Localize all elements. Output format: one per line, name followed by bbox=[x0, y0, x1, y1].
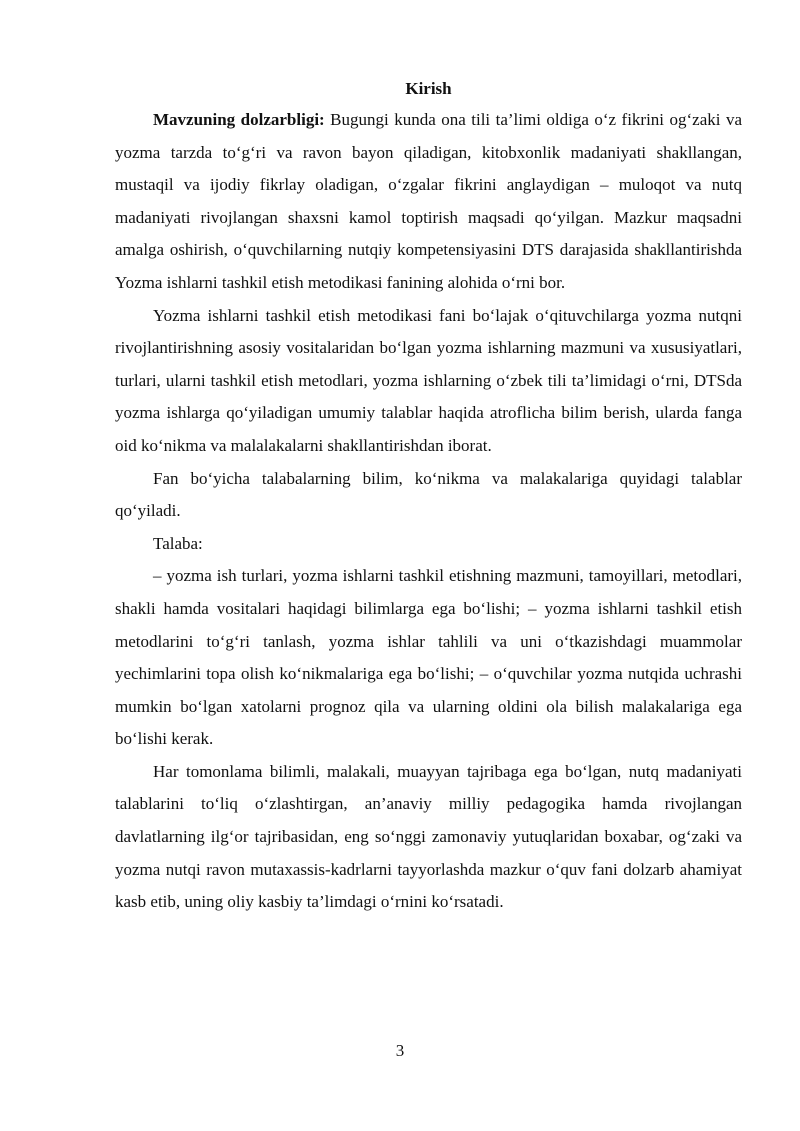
document-page bbox=[115, 74, 742, 919]
requirement-item-2: – yozma ishlarni tashkil etish metodlarini to‘g‘ri tanlash, yozma ishlar tahlili va uni o‘tkazishdagi muammolar yechimlarini topa olish ko‘nikmalariga ega bo‘lishi; bbox=[115, 598, 743, 684]
paragraph-requirements-list bbox=[115, 560, 742, 756]
paragraph-student-label: Talaba: bbox=[153, 533, 203, 553]
requirement-item-1: – yozma ish turlari, yozma ishlarni tashkil etishning mazmuni, tamoyillari, metodlari, shakli hamda vositalari haqidagi bilimlarga ega bo‘lishi; bbox=[115, 566, 742, 618]
paragraph-subject-description: Yozma ishlarni tashkil etish metodikasi fani bo‘lajak o‘qituvchilarga yozma nutqni rivojlantirishning asosiy vositalaridan bo‘lgan yozma ishlarning mazmuni va xususiyatlari, turlari, ularni tashkil etish metodlari, yozma ishlarning o‘zbek tili ta’limidagi o‘rni, DTSda yozma ishlarga qo‘yiladigan umumiy talablar haqida atroflicha bilim berish, ularda fanga oid ko‘nikma va malalakalarni shakllantirishdan iborat. bbox=[115, 305, 742, 455]
paragraph-requirements-intro: Fan bo‘yicha talabalarning bilim, ko‘nikma va malakalariga quyidagi talablar qo‘yiladi. bbox=[115, 468, 742, 521]
section-heading: Kirish bbox=[405, 79, 452, 98]
relevance-label: Mavzuning dolzarbligi: bbox=[153, 110, 325, 129]
requirement-item-3: – o‘quvchilar yozma nutqida uchrashi mumkin bo‘lgan xatolarni prognoz qila va ularning oldini ola bilish malakalariga ega bo‘lishi kerak. bbox=[115, 664, 742, 749]
paragraph-conclusion: Har tomonlama bilimli, malakali, muayyan tajribaga ega bo‘lgan, nutq madaniyati talablarini to‘liq o‘zlashtirgan, an’anaviy milliy pedagogika hamda rivojlangan davlatlarning ilg‘or tajribasidan, eng so‘nggi zamonaviy yutuqlaridan boxabar, og‘zaki va yozma nutqi ravon mutaxassis-kadrlarni tayyorlashda mazkur o‘quv fani dolzarb ahamiyat kasb etib, uning oliy kasbiy ta’limdagi o‘rnini ko‘rsatadi. bbox=[115, 761, 742, 912]
page-number: 3 bbox=[395, 1041, 405, 1060]
relevance-text: Bugungi kunda ona tili ta’limi oldiga o‘z fikrini og‘zaki va yozma tarzda to‘g‘ri va ravon bayon qiladigan, kitobxonlik madaniyati shakllangan, mustaqil va ijodiy fikrlay oladigan, o‘zgalar fikrini anglaydigan – muloqot va nutq madaniyati rivojlangan shaxsni kamol toptirish maqsadi qo‘yilgan. Mazkur maqsadni amalga oshirish, o‘quvchilarning nutqiy kompetensiyasini DTS darajasida shakllantirishda Yozma ishlarni tashkil etish metodikasi fanining alohida o‘rni bor. bbox=[115, 110, 742, 292]
paragraph-relevance bbox=[115, 104, 742, 300]
